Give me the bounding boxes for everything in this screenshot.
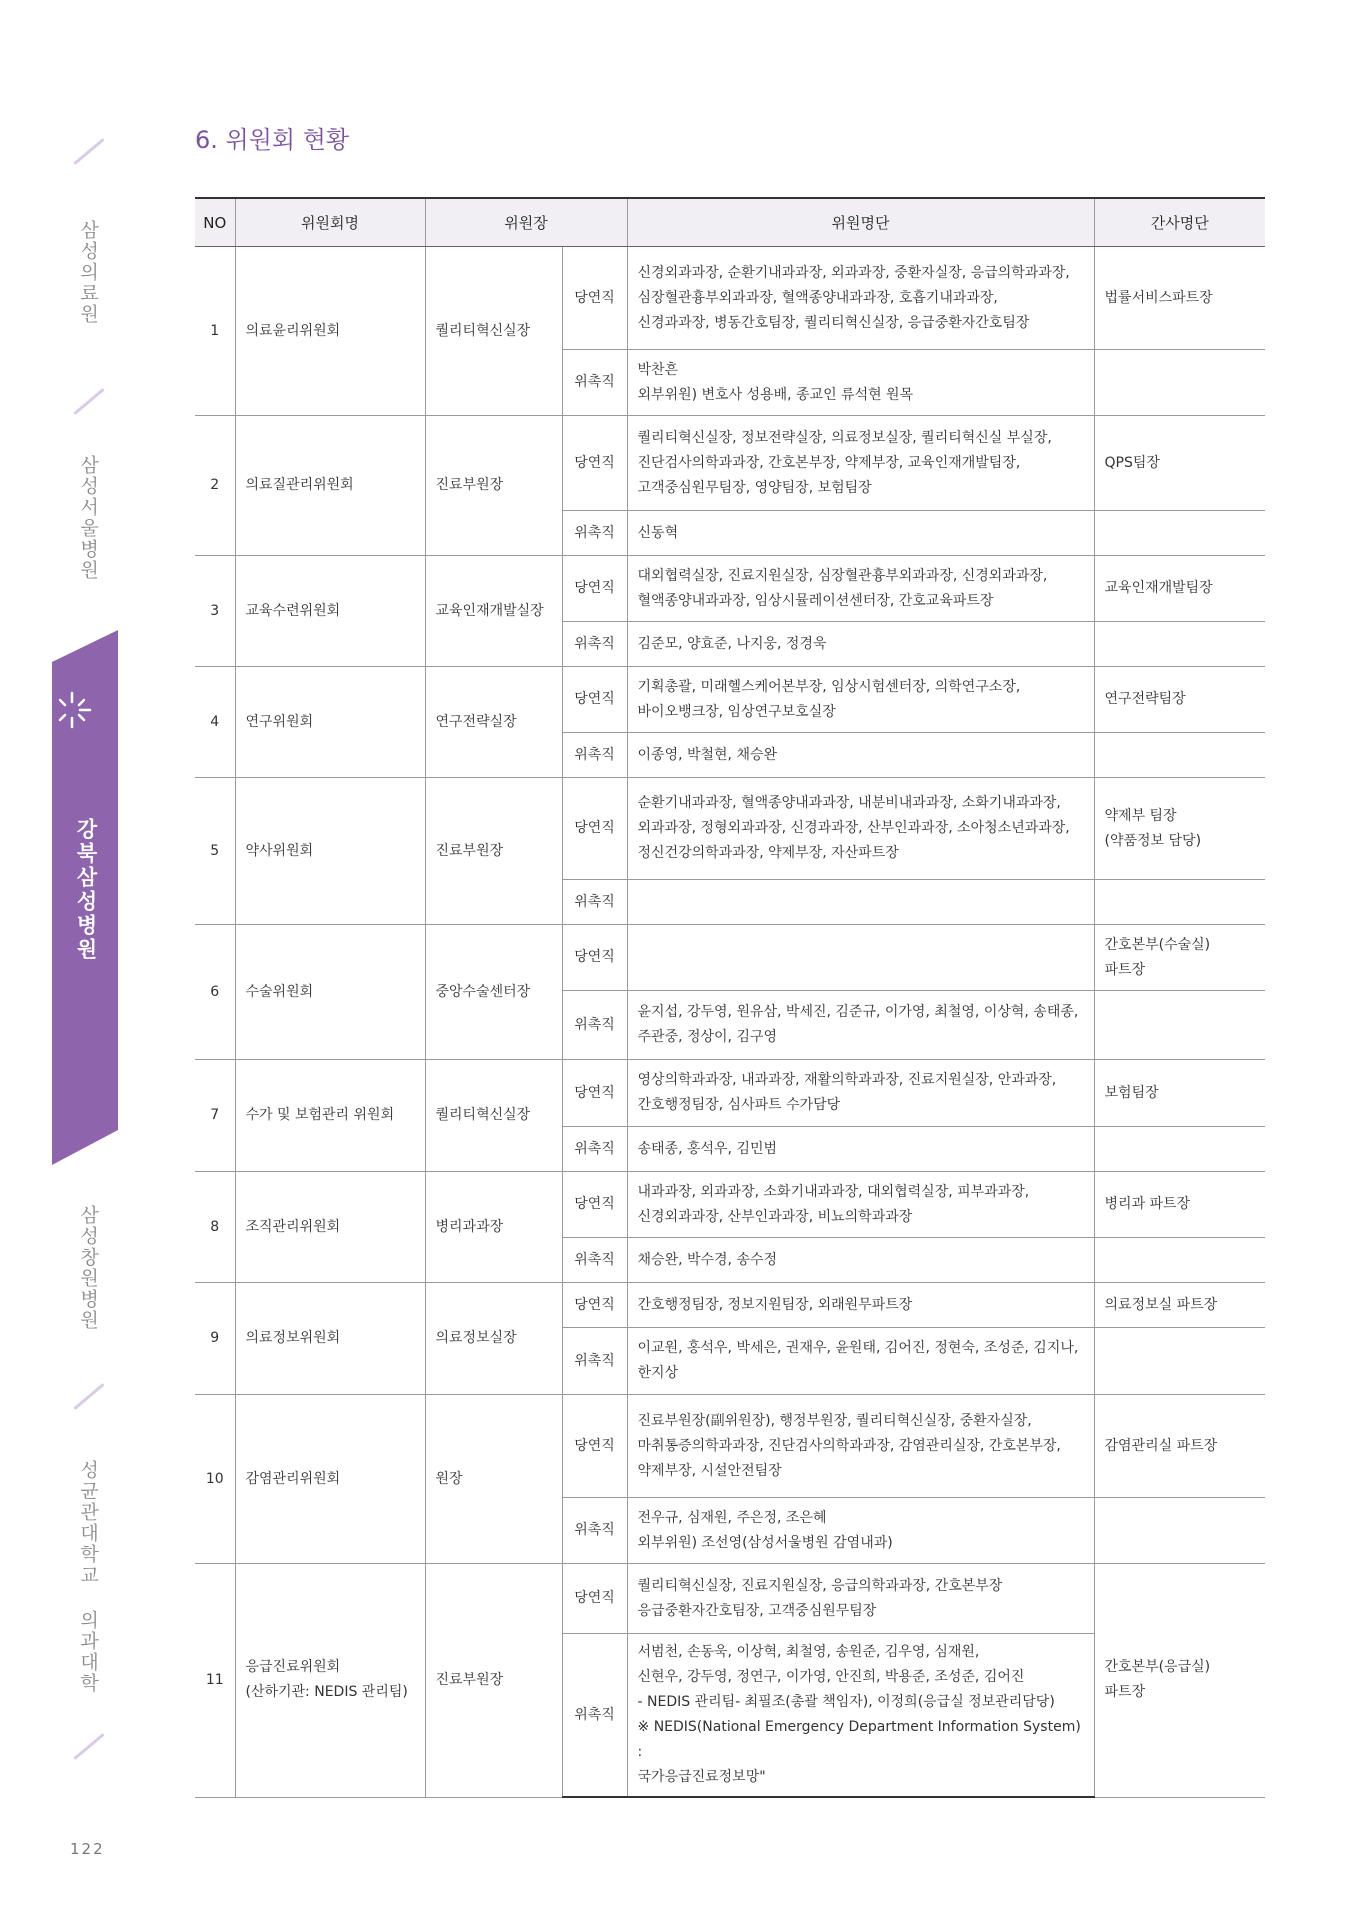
committee-chair: 병리과과장 — [425, 1172, 562, 1283]
secretary: 보험팀장 — [1094, 1060, 1265, 1127]
committee-no: 5 — [195, 778, 235, 925]
appointed-members: 이종영, 박철현, 채승완 — [627, 733, 1094, 778]
ex-officio-members: 영상의학과과장, 내과과장, 재활의학과과장, 진료지원실장, 안과과장, 간호행정팀장, 심사파트 수가담당 — [627, 1060, 1094, 1127]
appointed-secretary — [1094, 880, 1265, 925]
appointed-members: 신동혁 — [627, 511, 1094, 556]
sidebar-item-samsung-seoul-hospital[interactable]: 삼성서울병원 — [77, 455, 99, 581]
member-type-appointed: 위촉직 — [562, 880, 627, 925]
member-type-ex-officio: 당연직 — [562, 778, 627, 880]
divider-slash — [73, 1383, 104, 1410]
committee-name: 의료정보위원회 — [235, 1283, 425, 1395]
appointed-members: 윤지섭, 강두영, 원유삼, 박세진, 김준규, 이가영, 최철영, 이상혁, 송태종, 주관중, 정상이, 김구영 — [627, 991, 1094, 1060]
table-row — [195, 1172, 1265, 1238]
committee-no: 11 — [195, 1564, 235, 1798]
sidebar-nav — [0, 0, 125, 1920]
appointed-secretary — [1094, 1498, 1265, 1564]
member-type-ex-officio: 당연직 — [562, 247, 627, 350]
table-row — [195, 556, 1265, 622]
member-type-appointed: 위촉직 — [562, 622, 627, 667]
table-row — [195, 1564, 1265, 1634]
secretary: 감염관리실 파트장 — [1094, 1395, 1265, 1498]
committee-name: 의료윤리위원회 — [235, 247, 425, 416]
committee-name: 연구위원회 — [235, 667, 425, 778]
secretary: 간호본부(수술실) 파트장 — [1094, 925, 1265, 991]
section-title: 6. 위원회 현황 — [195, 126, 350, 154]
ex-officio-members: 순환기내과과장, 혈액종양내과과장, 내분비내과과장, 소화기내과과장, 외과과장, 정형외과과장, 신경과과장, 산부인과과장, 소아청소년과과장, 정신건강의학과과장, 약제부장, 자산파트장 — [627, 778, 1094, 880]
committee-no: 9 — [195, 1283, 235, 1395]
committee-chair: 퀄리티혁신실장 — [425, 247, 562, 416]
burst-icon — [52, 690, 92, 730]
ex-officio-members: 진료부원장(副위원장), 행정부원장, 퀄리티혁신실장, 중환자실장, 마취통증의학과과장, 진단검사의학과과장, 감염관리실장, 간호본부장, 약제부장, 시설안전팀장 — [627, 1395, 1094, 1498]
appointed-members: 송태종, 홍석우, 김민범 — [627, 1127, 1094, 1172]
header-members: 위원명단 — [627, 198, 1094, 247]
committee-chair: 원장 — [425, 1395, 562, 1564]
committee-chair: 중앙수술센터장 — [425, 925, 562, 1060]
secretary: 병리과 파트장 — [1094, 1172, 1265, 1238]
table-row — [195, 416, 1265, 511]
member-type-ex-officio: 당연직 — [562, 1283, 627, 1328]
appointed-members: 전우규, 심재원, 주은정, 조은혜 외부위원) 조선영(삼성서울병원 감염내과) — [627, 1498, 1094, 1564]
page-number: 122 — [70, 1840, 105, 1858]
ex-officio-members: 퀄리티혁신실장, 진료지원실장, 응급의학과과장, 간호본부장 응급중환자간호팀장, 고객중심원무팀장 — [627, 1564, 1094, 1634]
appointed-secretary — [1094, 1127, 1265, 1172]
member-type-appointed: 위촉직 — [562, 1498, 627, 1564]
committee-chair: 퀄리티혁신실장 — [425, 1060, 562, 1172]
member-type-ex-officio: 당연직 — [562, 1395, 627, 1498]
header-chair: 위원장 — [425, 198, 627, 247]
ex-officio-members: 신경외과과장, 순환기내과과장, 외과과장, 중환자실장, 응급의학과과장, 심장혈관흉부외과과장, 혈액종양내과과장, 호흡기내과과장, 신경과과장, 병동간호팀장, 퀄리티혁신실장, 응급중환자간호팀장 — [627, 247, 1094, 350]
divider-slash — [73, 138, 104, 165]
committee-name: 의료질관리위원회 — [235, 416, 425, 556]
committee-chair: 진료부원장 — [425, 778, 562, 925]
divider-slash — [73, 388, 104, 415]
table-row — [195, 778, 1265, 880]
appointed-secretary — [1094, 622, 1265, 667]
member-type-ex-officio: 당연직 — [562, 1564, 627, 1634]
appointed-members: 이교원, 홍석우, 박세은, 권재우, 윤원태, 김어진, 정현숙, 조성준, 김지나, 한지상 — [627, 1328, 1094, 1395]
ex-officio-members: 기획총괄, 미래헬스케어본부장, 임상시험센터장, 의학연구소장, 바이오뱅크장, 임상연구보호실장 — [627, 667, 1094, 733]
secretary: QPS팀장 — [1094, 416, 1265, 511]
header-no: NO — [195, 198, 235, 247]
table-row — [195, 247, 1265, 350]
committee-no: 2 — [195, 416, 235, 556]
committee-chair: 교육인재개발실장 — [425, 556, 562, 667]
committee-name: 약사위원회 — [235, 778, 425, 925]
committee-chair: 진료부원장 — [425, 1564, 562, 1798]
committee-no: 8 — [195, 1172, 235, 1283]
member-type-ex-officio: 당연직 — [562, 925, 627, 991]
table-header-row — [195, 198, 1265, 247]
secretary: 약제부 팀장 (약품정보 담당) — [1094, 778, 1265, 880]
table-row — [195, 1060, 1265, 1127]
sidebar-item-skku-medicine[interactable]: 성균관대학교 의과대학 — [77, 1460, 99, 1694]
appointed-secretary — [1094, 1238, 1265, 1283]
committee-chair: 의료정보실장 — [425, 1283, 562, 1395]
secretary: 연구전략팀장 — [1094, 667, 1265, 733]
secretary: 법률서비스파트장 — [1094, 247, 1265, 350]
secretary: 의료정보실 파트장 — [1094, 1283, 1265, 1328]
member-type-appointed: 위촉직 — [562, 991, 627, 1060]
appointed-members: 채승완, 박수경, 송수정 — [627, 1238, 1094, 1283]
committee-no: 10 — [195, 1395, 235, 1564]
member-type-appointed: 위촉직 — [562, 1634, 627, 1798]
appointed-members: 서범천, 손동욱, 이상혁, 최철영, 송원준, 김우영, 심재원, 신현우, 강두영, 정연구, 이가영, 안진희, 박용준, 조성준, 김어진 - NEDIS 관리팀- 최필조(총괄 책임자), 이정희(응급실 정보관리담당) ※ NEDIS(National Emergency Department Information System) : 국가응급진료정보망" — [627, 1634, 1094, 1798]
ex-officio-members: 내과과장, 외과과장, 소화기내과과장, 대외협력실장, 피부과과장, 신경외과과장, 산부인과과장, 비뇨의학과과장 — [627, 1172, 1094, 1238]
sidebar-item-samsung-changwon-hospital[interactable]: 삼성창원병원 — [77, 1205, 99, 1331]
appointed-members — [627, 880, 1094, 925]
member-type-appointed: 위촉직 — [562, 511, 627, 556]
appointed-members: 박찬흔 외부위원) 변호사 성용배, 종교인 류석현 원목 — [627, 350, 1094, 416]
committee-chair: 진료부원장 — [425, 416, 562, 556]
member-type-appointed: 위촉직 — [562, 1328, 627, 1395]
secretary: 교육인재개발팀장 — [1094, 556, 1265, 622]
committee-chair: 연구전략실장 — [425, 667, 562, 778]
ex-officio-members: 대외협력실장, 진료지원실장, 심장혈관흉부외과과장, 신경외과과장, 혈액종양내과과장, 임상시뮬레이션센터장, 간호교육파트장 — [627, 556, 1094, 622]
member-type-ex-officio: 당연직 — [562, 1060, 627, 1127]
member-type-appointed: 위촉직 — [562, 733, 627, 778]
appointed-secretary — [1094, 733, 1265, 778]
appointed-secretary — [1094, 350, 1265, 416]
committee-no: 1 — [195, 247, 235, 416]
ex-officio-members: 간호행정팀장, 정보지원팀장, 외래원무파트장 — [627, 1283, 1094, 1328]
ex-officio-members: 퀄리티혁신실장, 정보전략실장, 의료정보실장, 퀄리티혁신실 부실장, 진단검사의학과과장, 간호본부장, 약제부장, 교육인재개발팀장, 고객중심원무팀장, 영양팀장, 보험팀장 — [627, 416, 1094, 511]
committee-name: 수가 및 보험관리 위원회 — [235, 1060, 425, 1172]
appointed-secretary — [1094, 1328, 1265, 1395]
table-row — [195, 1395, 1265, 1498]
committee-no: 3 — [195, 556, 235, 667]
appointed-secretary — [1094, 991, 1265, 1060]
header-committee-name: 위원회명 — [235, 198, 425, 247]
member-type-ex-officio: 당연직 — [562, 416, 627, 511]
member-type-appointed: 위촉직 — [562, 1238, 627, 1283]
ex-officio-members — [627, 925, 1094, 991]
sidebar-item-kangbuk-samsung-hospital[interactable]: 강북삼성병원 — [74, 818, 98, 962]
committee-no: 7 — [195, 1060, 235, 1172]
member-type-ex-officio: 당연직 — [562, 556, 627, 622]
committee-name: 응급진료위원회 (산하기관: NEDIS 관리팀) — [235, 1564, 425, 1798]
committee-table — [195, 197, 1265, 1798]
committee-name: 조직관리위원회 — [235, 1172, 425, 1283]
secretary: 간호본부(응급실) 파트장 — [1094, 1564, 1265, 1798]
header-secretary: 간사명단 — [1094, 198, 1265, 247]
committee-no: 4 — [195, 667, 235, 778]
committee-name: 감염관리위원회 — [235, 1395, 425, 1564]
member-type-ex-officio: 당연직 — [562, 1172, 627, 1238]
member-type-ex-officio: 당연직 — [562, 667, 627, 733]
appointed-members: 김준모, 양효준, 나지웅, 정경욱 — [627, 622, 1094, 667]
divider-slash — [73, 1733, 104, 1760]
committee-no: 6 — [195, 925, 235, 1060]
table-row — [195, 667, 1265, 733]
appointed-secretary — [1094, 511, 1265, 556]
table-row — [195, 1283, 1265, 1328]
table-row — [195, 925, 1265, 991]
member-type-appointed: 위촉직 — [562, 1127, 627, 1172]
sidebar-item-samsung-medical-center[interactable]: 삼성의료원 — [77, 220, 99, 325]
committee-name: 교육수련위원회 — [235, 556, 425, 667]
member-type-appointed: 위촉직 — [562, 350, 627, 416]
committee-name: 수술위원회 — [235, 925, 425, 1060]
